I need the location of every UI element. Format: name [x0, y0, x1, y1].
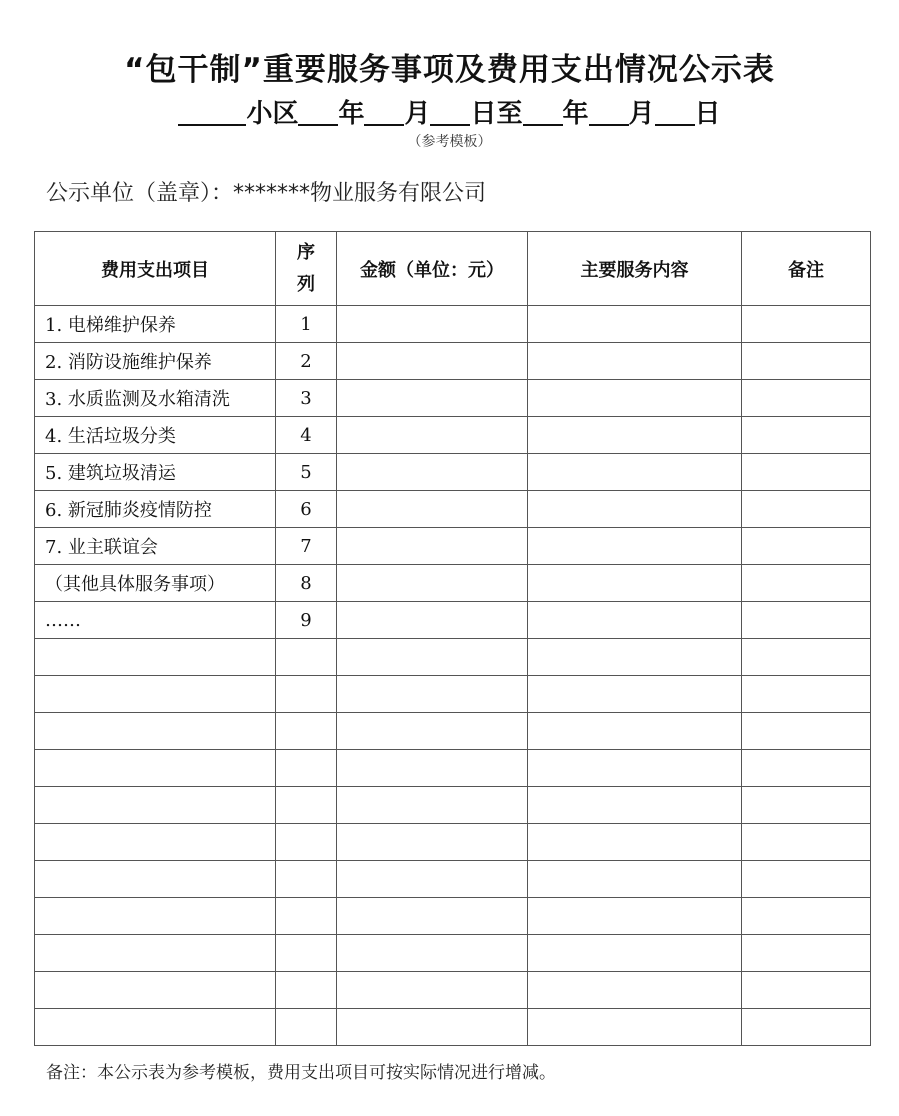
sequence-cell: 8 [276, 565, 337, 602]
footnote: 备注：本公示表为参考模板，费用支出项目可按实际情况进行增减。 [46, 1063, 556, 1083]
table-row [35, 898, 871, 935]
item-cell [35, 713, 276, 750]
remark-cell [742, 713, 871, 750]
remark-cell [742, 639, 871, 676]
table-row [35, 787, 871, 824]
item-cell: 7. 业主联谊会 [35, 528, 276, 565]
item-cell [35, 824, 276, 861]
blank-end-day [655, 96, 695, 126]
item-cell [35, 787, 276, 824]
table-row [35, 602, 871, 639]
sequence-cell: 6 [276, 491, 337, 528]
amount-cell [337, 306, 528, 343]
sequence-cell: 7 [276, 528, 337, 565]
remark-cell [742, 787, 871, 824]
date-range-line [0, 93, 899, 130]
table-row [35, 380, 871, 417]
remark-cell [742, 676, 871, 713]
template-note: （参考模板） [407, 134, 492, 150]
service-content-cell [528, 602, 742, 639]
document-title: “包干制”重要服务事项及费用支出情况公示表 [124, 52, 775, 88]
amount-cell [337, 787, 528, 824]
service-content-cell [528, 676, 742, 713]
table-row [35, 935, 871, 972]
label-end-month: 月 [628, 99, 655, 129]
service-content-cell [528, 898, 742, 935]
table-header-row [35, 232, 871, 306]
table-row [35, 454, 871, 491]
remark-cell [742, 602, 871, 639]
service-content-cell [528, 343, 742, 380]
table-body [35, 306, 871, 1046]
item-cell [35, 898, 276, 935]
header-service-content: 主要服务内容 [528, 232, 742, 306]
amount-cell [337, 1009, 528, 1046]
remark-cell [742, 343, 871, 380]
label-end-day: 日 [694, 99, 721, 129]
service-content-cell [528, 491, 742, 528]
table-row [35, 417, 871, 454]
blank-start-year [298, 96, 338, 126]
item-cell: 2. 消防设施维护保养 [35, 343, 276, 380]
item-cell: …… [35, 602, 276, 639]
item-cell [35, 1009, 276, 1046]
service-content-cell [528, 380, 742, 417]
remark-cell [742, 454, 871, 491]
table-row [35, 491, 871, 528]
label-start-day-to: 日至 [470, 99, 523, 129]
service-content-cell [528, 861, 742, 898]
table-row [35, 306, 871, 343]
table-row [35, 861, 871, 898]
item-cell [35, 639, 276, 676]
sequence-cell [276, 824, 337, 861]
remark-cell [742, 491, 871, 528]
service-content-cell [528, 528, 742, 565]
remark-cell [742, 824, 871, 861]
blank-end-month [589, 96, 629, 126]
remark-cell [742, 972, 871, 1009]
service-content-cell [528, 935, 742, 972]
amount-cell [337, 417, 528, 454]
item-cell: 5. 建筑垃圾清运 [35, 454, 276, 491]
sequence-cell [276, 750, 337, 787]
service-content-cell [528, 565, 742, 602]
amount-cell [337, 713, 528, 750]
sequence-cell: 4 [276, 417, 337, 454]
sequence-cell [276, 861, 337, 898]
sequence-cell: 1 [276, 306, 337, 343]
table-row [35, 528, 871, 565]
label-end-year: 年 [562, 99, 589, 129]
expense-table [34, 231, 871, 1046]
table-row [35, 343, 871, 380]
item-cell: 6. 新冠肺炎疫情防控 [35, 491, 276, 528]
item-cell [35, 935, 276, 972]
publishing-unit: 公示单位（盖章）：*******物业服务有限公司 [46, 181, 487, 206]
amount-cell [337, 935, 528, 972]
header-expense-item: 费用支出项目 [35, 232, 276, 306]
amount-cell [337, 639, 528, 676]
sequence-cell: 5 [276, 454, 337, 491]
header-sequence-line2: 列 [297, 273, 315, 295]
header-amount: 金额（单位：元） [337, 232, 528, 306]
remark-cell [742, 861, 871, 898]
sequence-cell [276, 639, 337, 676]
service-content-cell [528, 824, 742, 861]
amount-cell [337, 380, 528, 417]
service-content-cell [528, 787, 742, 824]
blank-start-day [430, 96, 470, 126]
table-row [35, 713, 871, 750]
service-content-cell [528, 454, 742, 491]
remark-cell [742, 417, 871, 454]
amount-cell [337, 565, 528, 602]
remark-cell [742, 898, 871, 935]
amount-cell [337, 602, 528, 639]
service-content-cell [528, 1009, 742, 1046]
table-row [35, 1009, 871, 1046]
table-row [35, 639, 871, 676]
item-cell: （其他具体服务事项） [35, 565, 276, 602]
item-cell [35, 861, 276, 898]
blank-end-year [523, 96, 563, 126]
remark-cell [742, 380, 871, 417]
sequence-cell: 9 [276, 602, 337, 639]
blank-start-month [364, 96, 404, 126]
blank-community [178, 96, 246, 126]
remark-cell [742, 935, 871, 972]
service-content-cell [528, 713, 742, 750]
amount-cell [337, 750, 528, 787]
amount-cell [337, 343, 528, 380]
remark-cell [742, 565, 871, 602]
amount-cell [337, 676, 528, 713]
amount-cell [337, 861, 528, 898]
service-content-cell [528, 972, 742, 1009]
remark-cell [742, 1009, 871, 1046]
sequence-cell [276, 676, 337, 713]
sequence-cell [276, 935, 337, 972]
amount-cell [337, 824, 528, 861]
amount-cell [337, 972, 528, 1009]
service-content-cell [528, 306, 742, 343]
label-start-year: 年 [338, 99, 365, 129]
header-sequence [276, 232, 337, 306]
sequence-cell [276, 713, 337, 750]
item-cell: 4. 生活垃圾分类 [35, 417, 276, 454]
remark-cell [742, 750, 871, 787]
remark-cell [742, 528, 871, 565]
amount-cell [337, 491, 528, 528]
table-row [35, 824, 871, 861]
amount-cell [337, 454, 528, 491]
item-cell: 3. 水质监测及水箱清洗 [35, 380, 276, 417]
table-row [35, 972, 871, 1009]
amount-cell [337, 528, 528, 565]
item-cell [35, 750, 276, 787]
remark-cell [742, 306, 871, 343]
item-cell [35, 972, 276, 1009]
sequence-cell: 3 [276, 380, 337, 417]
sequence-cell [276, 1009, 337, 1046]
header-remark: 备注 [742, 232, 871, 306]
label-community: 小区 [246, 99, 299, 129]
amount-cell [337, 898, 528, 935]
table-row [35, 676, 871, 713]
sequence-cell [276, 787, 337, 824]
service-content-cell [528, 750, 742, 787]
service-content-cell [528, 639, 742, 676]
sequence-cell [276, 898, 337, 935]
header-sequence-line1: 序 [297, 241, 315, 263]
item-cell: 1. 电梯维护保养 [35, 306, 276, 343]
table-row [35, 565, 871, 602]
table-row [35, 750, 871, 787]
label-start-month: 月 [404, 99, 431, 129]
item-cell [35, 676, 276, 713]
service-content-cell [528, 417, 742, 454]
sequence-cell [276, 972, 337, 1009]
sequence-cell: 2 [276, 343, 337, 380]
